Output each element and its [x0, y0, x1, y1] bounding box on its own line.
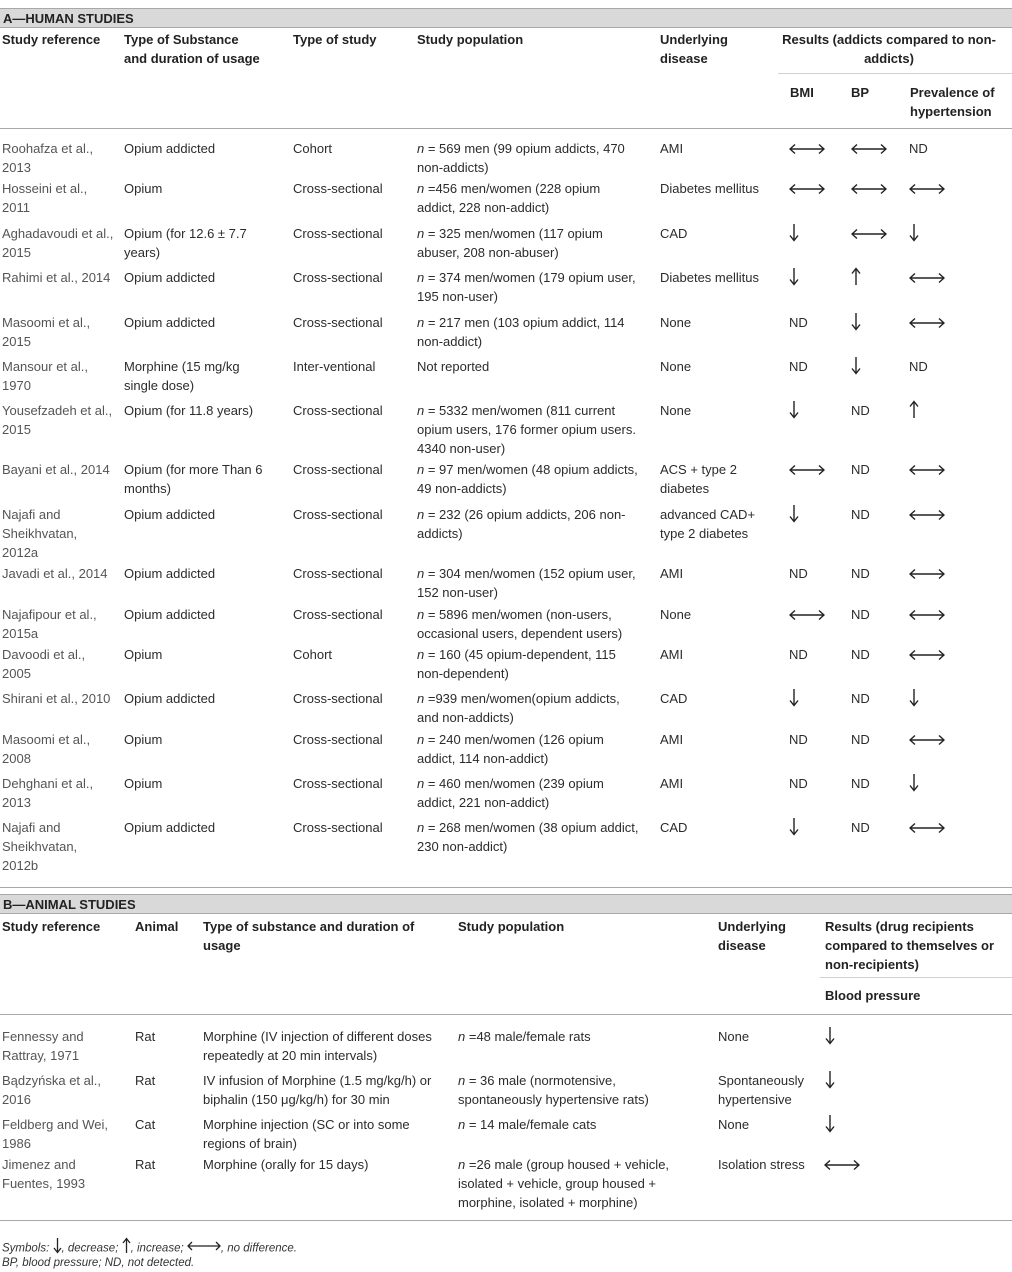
- substance: Opium addicted: [124, 607, 216, 622]
- header-b-blood-pressure: Blood pressure: [825, 988, 921, 1003]
- header-type-of-study: Type of study: [293, 32, 377, 47]
- underlying-disease: CAD: [660, 226, 688, 241]
- underlying-disease: Diabetes mellitus: [660, 270, 759, 285]
- type-of-study: Cross-sectional: [293, 403, 383, 418]
- bmi-result: [789, 464, 825, 479]
- footnote-decrease: , decrease;: [61, 1242, 119, 1255]
- substance: Opium addicted: [124, 141, 216, 156]
- down-arrow-icon: [789, 504, 799, 523]
- down-arrow-icon: [789, 400, 799, 419]
- section-a-end-line: [0, 887, 1012, 888]
- underlying-disease: None: [718, 1117, 750, 1132]
- substance: Opium addicted: [124, 566, 216, 581]
- study-population: n = 5332 men/women (811 current opium users, 176 former opium users. 4340 non-user): [417, 403, 636, 456]
- animal: Rat: [135, 1157, 156, 1172]
- underlying-disease: None: [718, 1029, 750, 1044]
- study-population: Not reported: [417, 359, 490, 374]
- double-arrow-icon: [909, 464, 945, 476]
- underlying-disease: None: [660, 403, 692, 418]
- prevalence-result: [909, 317, 945, 332]
- study-reference: Najafipour et al., 2015a: [2, 607, 97, 641]
- bp-result: [851, 183, 887, 198]
- header-b-study-reference: Study reference: [2, 919, 101, 934]
- substance: Opium addicted: [124, 820, 216, 835]
- type-of-study: Cross-sectional: [293, 566, 383, 581]
- study-reference: Najafi and Sheikhvatan, 2012b: [2, 820, 78, 873]
- header-bmi: BMI: [790, 85, 814, 100]
- double-arrow-icon: [851, 143, 887, 155]
- header-study-reference: Study reference: [2, 32, 101, 47]
- bmi-result: [789, 267, 799, 289]
- double-arrow-icon: [909, 509, 945, 521]
- study-reference: Najafi and Sheikhvatan, 2012a: [2, 507, 78, 560]
- study-reference: Aghadavoudi et al., 2015: [2, 226, 114, 260]
- up-arrow-icon: [851, 267, 861, 286]
- double-arrow-icon: [851, 183, 887, 195]
- study-reference: Javadi et al., 2014: [2, 566, 108, 581]
- bmi-result: ND: [789, 647, 808, 662]
- double-arrow-icon: [909, 822, 945, 834]
- blood-pressure-result: [824, 1159, 860, 1174]
- animal: Cat: [135, 1117, 156, 1132]
- substance: Morphine (15 mg/kg single dose): [124, 359, 240, 393]
- type-of-study: Cross-sectional: [293, 820, 383, 835]
- footnote-symbols-label: Symbols:: [2, 1242, 50, 1255]
- underlying-disease: None: [660, 359, 692, 374]
- down-arrow-icon: [789, 223, 799, 242]
- up-arrow-icon: [909, 400, 919, 419]
- underlying-disease: ACS + type 2 diabetes: [660, 462, 737, 496]
- study-reference: Hosseini et al., 2011: [2, 181, 88, 215]
- header-a-divider: [0, 128, 1012, 129]
- section-b-bar: [0, 894, 1012, 914]
- section-b-title: B—ANIMAL STUDIES: [3, 897, 136, 912]
- header-b-study-population: Study population: [458, 919, 565, 934]
- down-arrow-icon: [789, 267, 799, 286]
- double-arrow-icon: [909, 609, 945, 621]
- double-arrow-icon: [909, 317, 945, 329]
- substance: Opium addicted: [124, 270, 216, 285]
- header-bp: BP: [851, 85, 870, 100]
- type-of-study: Cross-sectional: [293, 315, 383, 330]
- type-of-study: Cohort: [293, 647, 333, 662]
- blood-pressure-result: [825, 1070, 835, 1092]
- underlying-disease: AMI: [660, 732, 684, 747]
- prevalence-result: [909, 509, 945, 524]
- substance: Morphine (orally for 15 days): [203, 1157, 369, 1172]
- blood-pressure-result: [825, 1026, 835, 1048]
- prevalence-result: [909, 183, 945, 198]
- study-reference: Feldberg and Wei, 1986: [2, 1117, 108, 1151]
- bp-result: ND: [851, 566, 870, 581]
- down-arrow-icon: [851, 356, 861, 375]
- table-bottom-line: [0, 1220, 1012, 1221]
- study-population: n = 232 (26 opium addicts, 206 non-addicts): [417, 507, 626, 541]
- animal: Rat: [135, 1073, 156, 1088]
- underlying-disease: AMI: [660, 776, 684, 791]
- bmi-result: [789, 688, 799, 710]
- underlying-disease: None: [660, 315, 692, 330]
- bp-result: ND: [851, 691, 870, 706]
- substance: Opium addicted: [124, 315, 216, 330]
- study-population: n = 14 male/female cats: [458, 1117, 597, 1132]
- down-arrow-icon: [909, 688, 919, 707]
- bp-result: [851, 143, 887, 158]
- prevalence-result: ND: [909, 359, 928, 374]
- substance: Opium: [124, 181, 163, 196]
- study-population: n = 460 men/women (239 opium addict, 221 non-addict): [417, 776, 604, 810]
- double-arrow-icon: [789, 609, 825, 621]
- double-arrow-icon: [789, 464, 825, 476]
- bp-result: ND: [851, 507, 870, 522]
- bmi-result: [789, 400, 799, 422]
- substance: Opium addicted: [124, 691, 216, 706]
- header-b-underlying-disease: Underlying disease: [718, 919, 786, 953]
- double-arrow-icon: [789, 143, 825, 155]
- down-arrow-icon: [909, 223, 919, 242]
- study-population: n = 240 men/women (126 opium addict, 114 non-addict): [417, 732, 604, 766]
- substance: IV infusion of Morphine (1.5 mg/kg/h) or biphalin (150 μg/kg/h) for 30 min: [203, 1073, 432, 1107]
- double-arrow-icon: [909, 272, 945, 284]
- type-of-study: Cross-sectional: [293, 507, 383, 522]
- study-population: n = 5896 men/women (non-users, occasional users, dependent users): [417, 607, 623, 641]
- study-population: n = 217 men (103 opium addict, 114 non-addict): [417, 315, 625, 349]
- down-arrow-icon: [825, 1114, 835, 1133]
- study-reference: Davoodi et al., 2005: [2, 647, 86, 681]
- underlying-disease: AMI: [660, 647, 684, 662]
- underlying-disease: Diabetes mellitus: [660, 181, 759, 196]
- study-population: n = 36 male (normotensive, spontaneously hypertensive rats): [458, 1073, 649, 1107]
- prevalence-result: [909, 734, 945, 749]
- study-reference: Dehghani et al., 2013: [2, 776, 94, 810]
- underlying-disease: AMI: [660, 566, 684, 581]
- down-arrow-icon: [789, 817, 799, 836]
- study-population: n =939 men/women(opium addicts, and non-addicts): [417, 691, 620, 725]
- double-arrow-icon: [909, 568, 945, 580]
- down-arrow-icon: [825, 1070, 835, 1089]
- bmi-result: [789, 223, 799, 245]
- type-of-study: Cross-sectional: [293, 607, 383, 622]
- double-arrow-icon: [909, 183, 945, 195]
- bmi-result: ND: [789, 732, 808, 747]
- underlying-disease: CAD: [660, 691, 688, 706]
- substance: Opium (for more Than 6 months): [124, 462, 263, 496]
- study-reference: Bądzyńska et al., 2016: [2, 1073, 101, 1107]
- footnote-no-difference: , no difference.: [220, 1242, 297, 1255]
- section-a-bar: [0, 8, 1012, 28]
- substance: Opium addicted: [124, 507, 216, 522]
- study-reference: Yousefzadeh et al., 2015: [2, 403, 113, 437]
- study-reference: Masoomi et al., 2008: [2, 732, 91, 766]
- prevalence-result: ND: [909, 141, 928, 156]
- bmi-result: ND: [789, 566, 808, 581]
- bp-result: ND: [851, 403, 870, 418]
- double-arrow-icon: [909, 649, 945, 661]
- substance: Opium: [124, 732, 163, 747]
- type-of-study: Cross-sectional: [293, 691, 383, 706]
- type-of-study: Cross-sectional: [293, 226, 383, 241]
- bmi-result: ND: [789, 315, 808, 330]
- section-a-title: A—HUMAN STUDIES: [3, 11, 134, 26]
- study-reference: Bayani et al., 2014: [2, 462, 110, 477]
- underlying-disease: CAD: [660, 820, 688, 835]
- study-population: n = 569 men (99 opium addicts, 470 non-addicts): [417, 141, 625, 175]
- blood-pressure-result: [825, 1114, 835, 1136]
- substance: Opium (for 11.8 years): [124, 403, 254, 418]
- prevalence-result: [909, 609, 945, 624]
- header-results: Results (addicts compared to non-addicts): [782, 32, 996, 66]
- bp-result: ND: [851, 820, 870, 835]
- study-population: n = 97 men/women (48 opium addicts, 49 non-addicts): [417, 462, 638, 496]
- underlying-disease: Isolation stress: [718, 1157, 805, 1172]
- study-reference: Fennessy and Rattray, 1971: [2, 1029, 84, 1063]
- footnote-abbreviations: BP, blood pressure; ND, not detected.: [2, 1257, 195, 1269]
- substance: Opium: [124, 647, 163, 662]
- bp-result: ND: [851, 607, 870, 622]
- type-of-study: Cross-sectional: [293, 270, 383, 285]
- animal: Rat: [135, 1029, 156, 1044]
- double-arrow-icon: [909, 734, 945, 746]
- substance: Morphine (IV injection of different doses repeatedly at 20 min intervals): [203, 1029, 432, 1063]
- study-reference: Rahimi et al., 2014: [2, 270, 111, 285]
- header-b-substance: Type of substance and duration of usage: [203, 919, 415, 953]
- study-population: n = 325 men/women (117 opium abuser, 208 non-abuser): [417, 226, 603, 260]
- bp-result: [851, 356, 861, 378]
- underlying-disease: advanced CAD+ type 2 diabetes: [660, 507, 756, 541]
- study-population: n = 268 men/women (38 opium addict, 230 non-addict): [417, 820, 639, 854]
- double-arrow-icon: [851, 228, 887, 240]
- footnote-increase: , increase;: [130, 1242, 184, 1255]
- header-b-results: Results (drug recipients compared to themselves or non-recipients): [825, 919, 995, 972]
- study-reference: Jimenez and Fuentes, 1993: [2, 1157, 86, 1191]
- type-of-study: Cohort: [293, 141, 333, 156]
- prevalence-result: [909, 464, 945, 479]
- header-substance: Type of Substance and duration of usage: [124, 32, 260, 66]
- study-population: n =456 men/women (228 opium addict, 228 non-addict): [417, 181, 601, 215]
- underlying-disease: None: [660, 607, 692, 622]
- bp-result: ND: [851, 732, 870, 747]
- prevalence-result: [909, 223, 919, 245]
- study-population: n = 304 men/women (152 opium user, 152 non-user): [417, 566, 636, 600]
- header-study-population: Study population: [417, 32, 524, 47]
- underlying-disease: AMI: [660, 141, 684, 156]
- type-of-study: Cross-sectional: [293, 181, 383, 196]
- results-underline: [778, 73, 1012, 74]
- header-underlying-disease: Underlying disease: [660, 32, 728, 66]
- prevalence-result: [909, 773, 919, 795]
- results-b-underline: [820, 977, 1012, 978]
- type-of-study: Inter-ventional: [293, 359, 376, 374]
- bp-result: ND: [851, 462, 870, 477]
- study-reference: Shirani et al., 2010: [2, 691, 111, 706]
- bmi-result: [789, 609, 825, 624]
- substance: Morphine injection (SC or into some regions of brain): [203, 1117, 410, 1151]
- bmi-result: [789, 504, 799, 526]
- type-of-study: Cross-sectional: [293, 776, 383, 791]
- bmi-result: ND: [789, 776, 808, 791]
- bp-result: [851, 312, 861, 334]
- prevalence-result: [909, 272, 945, 287]
- header-prevalence-hypertension: Prevalence of hypertension: [910, 85, 995, 119]
- bmi-result: [789, 817, 799, 839]
- bmi-result: [789, 183, 825, 198]
- bp-result: [851, 228, 887, 243]
- bp-result: [851, 267, 861, 289]
- study-reference: Roohafza et al., 2013: [2, 141, 94, 175]
- bp-result: ND: [851, 647, 870, 662]
- prevalence-result: [909, 400, 919, 422]
- substance: Opium (for 12.6 ± 7.7 years): [124, 226, 247, 260]
- substance: Opium: [124, 776, 163, 791]
- bp-result: ND: [851, 776, 870, 791]
- study-population: n = 160 (45 opium-dependent, 115 non-dependent): [417, 647, 616, 681]
- study-population: n = 374 men/women (179 opium user, 195 non-user): [417, 270, 636, 304]
- down-arrow-icon: [825, 1026, 835, 1045]
- bmi-result: ND: [789, 359, 808, 374]
- bmi-result: [789, 143, 825, 158]
- down-arrow-icon: [851, 312, 861, 331]
- header-b-animal: Animal: [135, 919, 179, 934]
- type-of-study: Cross-sectional: [293, 462, 383, 477]
- double-arrow-icon: [824, 1159, 860, 1171]
- type-of-study: Cross-sectional: [293, 732, 383, 747]
- study-population: n =48 male/female rats: [458, 1029, 591, 1044]
- study-population: n =26 male (group housed + vehicle, isolated + vehicle, group housed + morphine, isolated + morphine): [458, 1157, 670, 1210]
- study-reference: Mansour et al., 1970: [2, 359, 88, 393]
- underlying-disease: Spontaneously hypertensive: [718, 1073, 805, 1107]
- prevalence-result: [909, 568, 945, 583]
- prevalence-result: [909, 822, 945, 837]
- prevalence-result: [909, 649, 945, 664]
- header-b-divider: [0, 1014, 1012, 1015]
- down-arrow-icon: [909, 773, 919, 792]
- down-arrow-icon: [789, 688, 799, 707]
- prevalence-result: [909, 688, 919, 710]
- study-reference: Masoomi et al., 2015: [2, 315, 91, 349]
- double-arrow-icon: [789, 183, 825, 195]
